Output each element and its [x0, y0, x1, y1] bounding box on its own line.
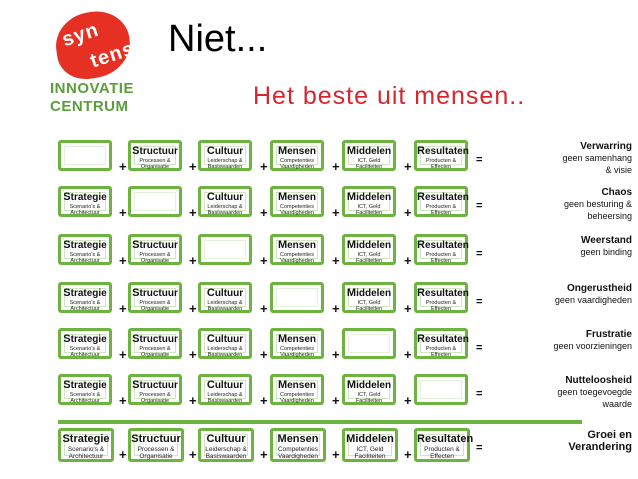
block-name-rest: iddelen [356, 146, 392, 157]
block-initial: M [277, 433, 287, 445]
result-line-2: geen besturing & [563, 199, 632, 209]
block-name-rest: tructuur [139, 240, 178, 251]
page-subtitle: Het beste uit mensen.. [253, 82, 526, 110]
plus-sign: + [189, 159, 197, 174]
block-description: Producten & Effecten [425, 300, 457, 312]
block-description: Scenario's & Architectuur [69, 204, 101, 216]
block-initial: S [132, 333, 140, 345]
block-description: Processen & Organisatie [139, 392, 171, 404]
block-description: Processen & Organisatie [137, 446, 175, 460]
block-inner [276, 288, 318, 307]
block-structuur [128, 428, 184, 462]
block-name-rest: ensen [287, 146, 317, 157]
block-name [201, 145, 249, 157]
block-description: Producten & Effecten [424, 446, 460, 460]
result-title: Chaos [601, 187, 632, 198]
block-description: Leiderschap & Basiswaarden [207, 300, 243, 312]
plus-sign: + [189, 393, 197, 408]
block-description: Competenties Vaardigheden [277, 446, 319, 460]
result-title: Nutteloosheid [565, 375, 632, 386]
block-name-rest: esultaten [424, 433, 474, 445]
block-initial: S [63, 191, 71, 203]
block-name [131, 239, 179, 251]
plus-sign: + [119, 205, 127, 220]
block-name-rest: trategie [70, 192, 107, 203]
plus-sign: + [332, 253, 340, 268]
plus-sign: + [119, 347, 127, 362]
plus-sign: + [404, 159, 412, 174]
block-initial: S [62, 433, 70, 445]
block-mensen [270, 428, 326, 462]
plus-sign: + [119, 447, 127, 462]
block-name [131, 333, 179, 345]
block-description: Producten & Effecten [425, 204, 457, 216]
result-title: Frustratie [585, 329, 632, 340]
empty-block [128, 186, 182, 217]
block-initial: S [63, 379, 71, 391]
result-text [472, 187, 632, 222]
formula-row [58, 374, 634, 418]
plus-sign: + [404, 301, 412, 316]
plus-sign: + [119, 301, 127, 316]
plus-sign: + [119, 393, 127, 408]
plus-sign: + [260, 447, 268, 462]
block-middelen [342, 374, 396, 405]
block-name [345, 287, 393, 299]
block-description: Leiderschap & Basiswaarden [207, 158, 243, 170]
block-initial: S [132, 145, 140, 157]
block-name [345, 191, 393, 203]
equals-sign: = [476, 388, 483, 400]
plus-sign: + [119, 253, 127, 268]
equals-sign: = [476, 442, 483, 454]
formula-row [58, 428, 634, 472]
block-description: Scenario's & Architectuur [69, 252, 101, 264]
block-name [273, 379, 321, 391]
block-name [201, 433, 251, 445]
block-initial: M [346, 191, 357, 203]
plus-sign: + [189, 253, 197, 268]
block-initial: S [63, 287, 71, 299]
result-line-2: geen voorzieningen [553, 341, 632, 351]
divider-line [58, 420, 582, 424]
block-name [417, 333, 469, 345]
block-initial: C [206, 191, 215, 203]
logo-tens-text: tens [87, 37, 138, 73]
result-line-2: geen vaardigheden [554, 295, 632, 305]
block-resultaten [414, 328, 468, 359]
equals-sign: = [476, 296, 483, 308]
block-initial: M [277, 145, 288, 157]
plus-sign: + [189, 447, 197, 462]
block-name [61, 333, 109, 345]
block-initial: M [346, 433, 356, 445]
plus-sign: + [404, 253, 412, 268]
block-name [131, 433, 181, 445]
block-initial: S [132, 379, 140, 391]
plus-sign: + [119, 159, 127, 174]
block-description: ICT, Geld Faciliteiten [355, 158, 383, 170]
block-name [417, 287, 469, 299]
result-line-3: waarde [602, 399, 632, 409]
block-resultaten [414, 234, 468, 265]
block-initial: S [63, 239, 71, 251]
result-line-2: Verandering [568, 441, 632, 453]
block-name-rest: tructuur [138, 433, 181, 445]
block-description: ICT, Geld Faciliteiten [355, 392, 383, 404]
block-name-rest: ensen [287, 380, 317, 391]
block-middelen [342, 282, 396, 313]
block-description: Producten & Effecten [425, 346, 457, 358]
block-initial: C [206, 379, 215, 391]
plus-sign: + [189, 347, 197, 362]
result-line-2: geen toegevoegde [557, 387, 632, 397]
empty-block [198, 234, 252, 265]
block-name-rest: ultuur [214, 380, 244, 391]
block-strategie [58, 282, 112, 313]
block-description: Leiderschap & Basiswaarden [205, 446, 247, 460]
plus-sign: + [332, 159, 340, 174]
plus-sign: + [332, 205, 340, 220]
plus-sign: + [260, 347, 268, 362]
block-name-rest: trategie [70, 240, 107, 251]
result-text [472, 429, 632, 453]
result-title: Ongerustheid [566, 283, 632, 294]
plus-sign: + [260, 159, 268, 174]
block-initial: R [417, 433, 425, 445]
result-title: Verwarring [580, 141, 632, 152]
block-cultuur [198, 186, 252, 217]
block-mensen [270, 234, 324, 265]
block-mensen [270, 328, 324, 359]
result-text [472, 235, 632, 258]
empty-block [270, 282, 324, 313]
block-description: ICT, Geld Faciliteiten [355, 300, 383, 312]
block-name-rest: esultaten [424, 288, 469, 299]
plus-sign: + [404, 205, 412, 220]
block-name-rest: ultuur [214, 146, 244, 157]
block-initial: C [206, 333, 215, 345]
block-name [273, 333, 321, 345]
block-initial: M [346, 379, 357, 391]
block-inner [420, 380, 462, 399]
block-description: ICT, Geld Faciliteiten [354, 446, 386, 460]
block-middelen [342, 234, 396, 265]
block-inner [204, 240, 246, 259]
block-description: Producten & Effecten [425, 158, 457, 170]
result-text [472, 141, 632, 176]
empty-block [58, 140, 112, 171]
plus-sign: + [260, 205, 268, 220]
block-name-rest: tructuur [139, 288, 178, 299]
block-structuur [128, 234, 182, 265]
block-resultaten [414, 428, 474, 462]
block-initial: M [277, 379, 288, 391]
page-title: Niet... [168, 18, 268, 60]
block-initial: M [346, 239, 357, 251]
block-name-rest: esultaten [424, 240, 469, 251]
block-name-rest: esultaten [424, 146, 469, 157]
result-text [472, 375, 632, 410]
block-name [131, 145, 179, 157]
block-name [61, 287, 109, 299]
block-description: Competenties Vaardigheden [280, 346, 314, 358]
block-initial: M [346, 287, 357, 299]
block-name [417, 433, 474, 445]
block-initial: M [277, 333, 288, 345]
block-name [345, 433, 395, 445]
plus-sign: + [332, 347, 340, 362]
block-initial: S [63, 333, 71, 345]
block-name [201, 287, 249, 299]
plus-sign: + [260, 393, 268, 408]
result-text [472, 329, 632, 352]
block-structuur [128, 282, 182, 313]
block-middelen [342, 140, 396, 171]
plus-sign: + [260, 253, 268, 268]
block-name-rest: ensen [287, 192, 317, 203]
block-name [61, 239, 109, 251]
block-description: Scenario's & Architectuur [69, 346, 101, 358]
empty-block [414, 374, 468, 405]
block-structuur [128, 374, 182, 405]
block-strategie [58, 428, 114, 462]
block-description: Processen & Organisatie [139, 300, 171, 312]
block-name-rest: esultaten [424, 334, 469, 345]
block-name-rest: trategie [70, 380, 107, 391]
block-strategie [58, 374, 112, 405]
block-name-rest: trategie [70, 334, 107, 345]
block-name [61, 433, 111, 445]
block-name [273, 239, 321, 251]
result-line-3: & visie [605, 165, 632, 175]
block-name [131, 379, 179, 391]
block-initial: R [417, 287, 425, 299]
block-name-rest: trategie [69, 433, 110, 445]
block-description: Leiderschap & Basiswaarden [207, 346, 243, 358]
block-initial: C [206, 145, 215, 157]
block-name [345, 239, 393, 251]
block-description: Processen & Organisatie [139, 346, 171, 358]
block-name-rest: tructuur [139, 380, 178, 391]
plus-sign: + [332, 301, 340, 316]
block-name-rest: trategie [70, 288, 107, 299]
block-description: Scenario's & Architectuur [69, 392, 101, 404]
formula-row [58, 328, 634, 372]
block-name [201, 191, 249, 203]
block-initial: S [132, 239, 140, 251]
plus-sign: + [332, 447, 340, 462]
block-cultuur [198, 428, 254, 462]
equals-sign: = [476, 342, 483, 354]
block-name-rest: iddelen [355, 433, 394, 445]
plus-sign: + [332, 393, 340, 408]
block-initial: M [346, 145, 357, 157]
block-name-rest: ensen [286, 433, 319, 445]
block-description: Producten & Effecten [425, 252, 457, 264]
block-structuur [128, 328, 182, 359]
block-mensen [270, 374, 324, 405]
block-name [345, 379, 393, 391]
block-name [273, 191, 321, 203]
block-name-rest: iddelen [356, 288, 392, 299]
equals-sign: = [476, 154, 483, 166]
block-description: Processen & Organisatie [139, 252, 171, 264]
plus-sign: + [404, 447, 412, 462]
block-name-rest: ultuur [214, 192, 244, 203]
block-name [345, 145, 393, 157]
block-name-rest: ultuur [214, 288, 244, 299]
empty-block [342, 328, 396, 359]
block-name-rest: ensen [287, 240, 317, 251]
block-initial: M [277, 191, 288, 203]
block-name-rest: ultuur [214, 334, 244, 345]
formula-row [58, 140, 634, 184]
block-description: ICT, Geld Faciliteiten [355, 204, 383, 216]
plus-sign: + [260, 301, 268, 316]
block-description: Competenties Vaardigheden [280, 392, 314, 404]
block-description: Competenties Vaardigheden [280, 204, 314, 216]
block-description: Processen & Organisatie [139, 158, 171, 170]
block-name [201, 379, 249, 391]
block-inner [134, 192, 176, 211]
formula-row [58, 234, 634, 278]
block-strategie [58, 186, 112, 217]
block-name-rest: ensen [287, 334, 317, 345]
block-initial: R [417, 191, 425, 203]
block-initial: R [417, 145, 425, 157]
block-name [273, 433, 323, 445]
result-text [472, 283, 632, 306]
block-mensen [270, 186, 324, 217]
block-cultuur [198, 328, 252, 359]
plus-sign: + [189, 301, 197, 316]
block-description: Scenario's & Architectuur [69, 300, 101, 312]
block-mensen [270, 140, 324, 171]
block-name [273, 145, 321, 157]
block-name-rest: tructuur [139, 146, 178, 157]
result-line-2: geen binding [580, 247, 632, 257]
block-initial: S [132, 287, 140, 299]
logo-line-1: INNOVATIE [50, 80, 134, 97]
formula-row [58, 282, 634, 326]
block-name [417, 145, 469, 157]
block-initial: C [206, 433, 215, 445]
result-title: Weerstand [581, 235, 632, 246]
block-initial: S [131, 433, 139, 445]
block-description: Competenties Vaardigheden [280, 252, 314, 264]
block-name-rest: esultaten [424, 192, 469, 203]
block-middelen [342, 186, 396, 217]
block-name [61, 191, 109, 203]
block-resultaten [414, 282, 468, 313]
block-name [131, 287, 179, 299]
result-line-2: geen samenhang [562, 153, 632, 163]
result-title: Groei en [587, 429, 632, 441]
block-cultuur [198, 374, 252, 405]
plus-sign: + [189, 205, 197, 220]
block-name-rest: iddelen [356, 240, 392, 251]
block-name-rest: iddelen [356, 192, 392, 203]
block-initial: R [417, 333, 425, 345]
block-description: Scenario's & Architectuur [67, 446, 105, 460]
block-initial: C [206, 287, 215, 299]
block-name-rest: ultuur [214, 433, 246, 445]
block-name-rest: iddelen [356, 380, 392, 391]
result-line-3: beheersing [587, 211, 632, 221]
block-initial: R [417, 239, 425, 251]
block-strategie [58, 328, 112, 359]
block-initial: M [277, 239, 288, 251]
plus-sign: + [404, 347, 412, 362]
logo-line-2: CENTRUM [50, 98, 129, 115]
block-middelen [342, 428, 398, 462]
logo-syn-text: syn [59, 18, 102, 52]
block-name-rest: tructuur [139, 334, 178, 345]
block-cultuur [198, 282, 252, 313]
block-description: Leiderschap & Basiswaarden [207, 204, 243, 216]
block-name [201, 333, 249, 345]
block-resultaten [414, 186, 468, 217]
block-description: Competenties Vaardigheden [280, 158, 314, 170]
equals-sign: = [476, 200, 483, 212]
block-resultaten [414, 140, 468, 171]
block-name [417, 191, 469, 203]
block-cultuur [198, 140, 252, 171]
block-inner [348, 334, 390, 353]
block-name [61, 379, 109, 391]
block-strategie [58, 234, 112, 265]
formula-row [58, 186, 634, 230]
equals-sign: = [476, 248, 483, 260]
block-structuur [128, 140, 182, 171]
block-name [417, 239, 469, 251]
block-description: Leiderschap & Basiswaarden [207, 392, 243, 404]
block-description: ICT, Geld Faciliteiten [355, 252, 383, 264]
plus-sign: + [404, 393, 412, 408]
block-inner [64, 146, 106, 165]
